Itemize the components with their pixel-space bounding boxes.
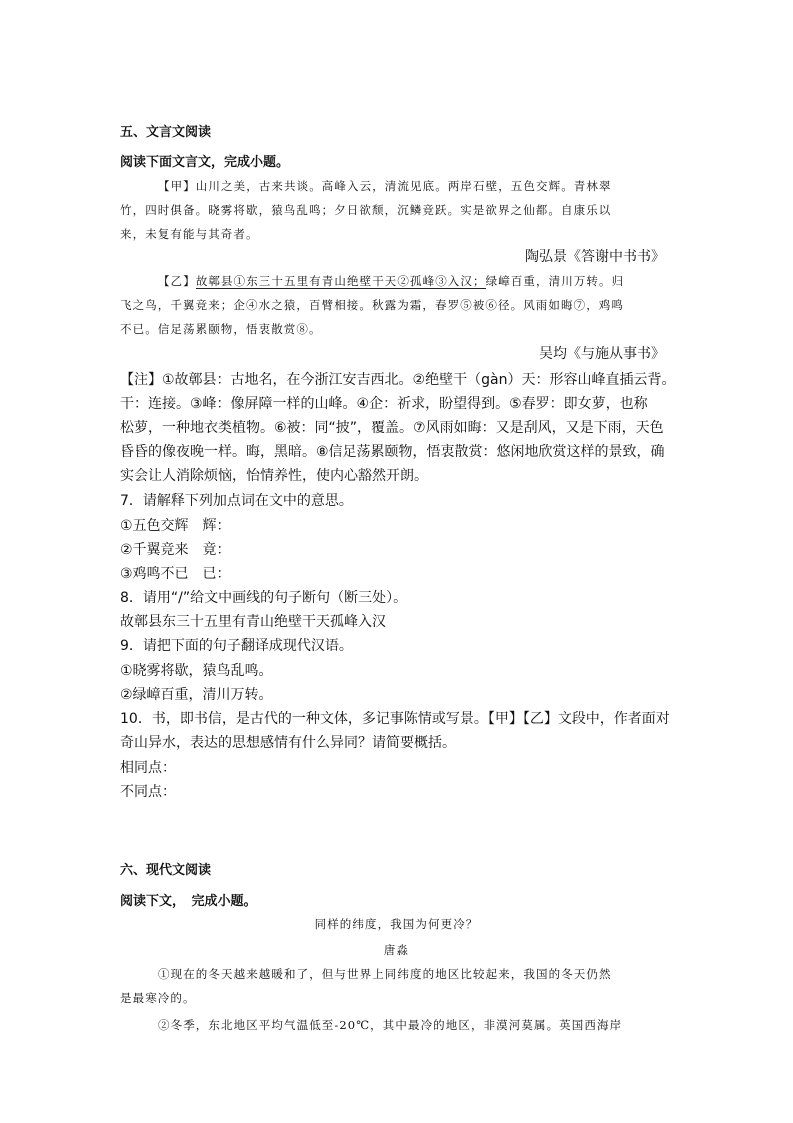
answer-differences: 不同点： bbox=[120, 784, 176, 800]
question-8: 8．请用“/”给文中画线的句子断句（断三处）。 bbox=[120, 590, 408, 606]
note-line-1: 【注】①故鄣县：古地名，在今浙江安吉西北。②绝壁干（gàn）天：形容山峰直插云背。 bbox=[120, 372, 676, 388]
passage-b-line-2: 飞之鸟，千翼竞来；企④水之猿，百臂相接。秋露为霜，春罗⑤被⑥径。风雨如晦⑦，鸡鸣 bbox=[120, 298, 624, 312]
question-7: 7．请解释下列加点词在文中的意思。 bbox=[120, 493, 353, 509]
article-paragraph-1: ①现在的冬天越来越暖和了，但与世界上同纬度的地区比较起来，我国的冬天仍然 bbox=[158, 967, 612, 981]
section-6-title: 六、现代文阅读 bbox=[120, 863, 212, 878]
article-paragraph-2: ②冬季，东北地区平均气温低至-20℃，其中最冷的地区，非漠河莫属。英国西海岸 bbox=[158, 1018, 623, 1032]
note-line-3: 松萝，一种地衣类植物。⑥被：同“披”，覆盖。⑦风雨如晦：又是刮风，又是下雨，天色 bbox=[120, 420, 664, 436]
question-10: 10．书，即书信，是古代的一种文体，多记事陈情或写景。【甲】【乙】文段中，作者面对 bbox=[120, 711, 670, 727]
passage-a-line-2: 竹，四时俱备。晓雾将歇，猿鸟乱鸣；夕日欲颓，沉鳞竞跃。实是欲界之仙都。自康乐以 bbox=[120, 203, 612, 217]
source-a: 陶弘景《答谢中书书》 bbox=[525, 249, 665, 265]
question-10-line-2: 奇山异水，表达的思想感情有什么异同？请简要概括。 bbox=[120, 735, 456, 751]
note-line-4: 昏昏的像夜晚一样。晦，黑暗。⑧信足荡累颐物，悟衷散赏：悠闲地欣赏这样的景致，确 bbox=[120, 444, 665, 460]
note-line-5: 实会让人消除烦恼，怡情养性，使内心豁然开朗。 bbox=[120, 468, 428, 484]
section-6-instruction: 阅读下文， 完成小题。 bbox=[120, 894, 257, 909]
passage-b-label: 【乙】 bbox=[158, 274, 196, 288]
passage-b-line-1 bbox=[158, 273, 624, 289]
question-7-item-1: ①五色交辉 辉： bbox=[120, 518, 231, 534]
passage-b-line-3: 不已。信足荡累颐物，悟衷散赏⑧。 bbox=[120, 322, 322, 336]
article-author: 唐淼 bbox=[383, 943, 410, 957]
section-5-instruction: 阅读下面文言文，完成小题。 bbox=[120, 155, 290, 170]
answer-similarities: 相同点： bbox=[120, 760, 176, 776]
article-paragraph-1-cont: 是最寒冷的。 bbox=[120, 991, 196, 1005]
question-7-item-2: ②千翼竞来 竟： bbox=[120, 542, 231, 558]
question-9-item-2: ②绿嶂百重，清川万转。 bbox=[120, 687, 273, 703]
passage-b-line-1-rest: 绿嶂百重，清川万转。归 bbox=[485, 274, 625, 288]
question-7-item-3: ③鸡鸣不已 已： bbox=[120, 566, 231, 582]
question-8-sentence: 故鄣县东三十五里有青山绝壁干天孤峰入汉 bbox=[120, 614, 386, 630]
article-title: 同样的纬度，我国为何更冷？ bbox=[314, 917, 479, 931]
underlined-sentence: 故鄣县①东三十五里有青山绝壁干天②孤峰③入汉； bbox=[195, 274, 486, 288]
passage-a-line-3: 来，未复有能与其奇者。 bbox=[120, 227, 259, 241]
passage-a-line-1: 【甲】山川之美，古来共谈。高峰入云，清流见底。两岸石壁，五色交辉。青林翠 bbox=[158, 179, 612, 193]
question-9-item-1: ①晓雾将歇，猿鸟乱鸣。 bbox=[120, 663, 273, 679]
source-b: 吴均《与施从事书》 bbox=[539, 346, 665, 362]
question-9: 9．请把下面的句子翻译成现代汉语。 bbox=[120, 638, 353, 654]
section-5-title: 五、文言文阅读 bbox=[120, 125, 212, 140]
note-line-2: 干：连接。③峰：像屏障一样的山峰。④企：祈求，盼望得到。⑤春罗：即女萝，也称 bbox=[120, 396, 648, 412]
